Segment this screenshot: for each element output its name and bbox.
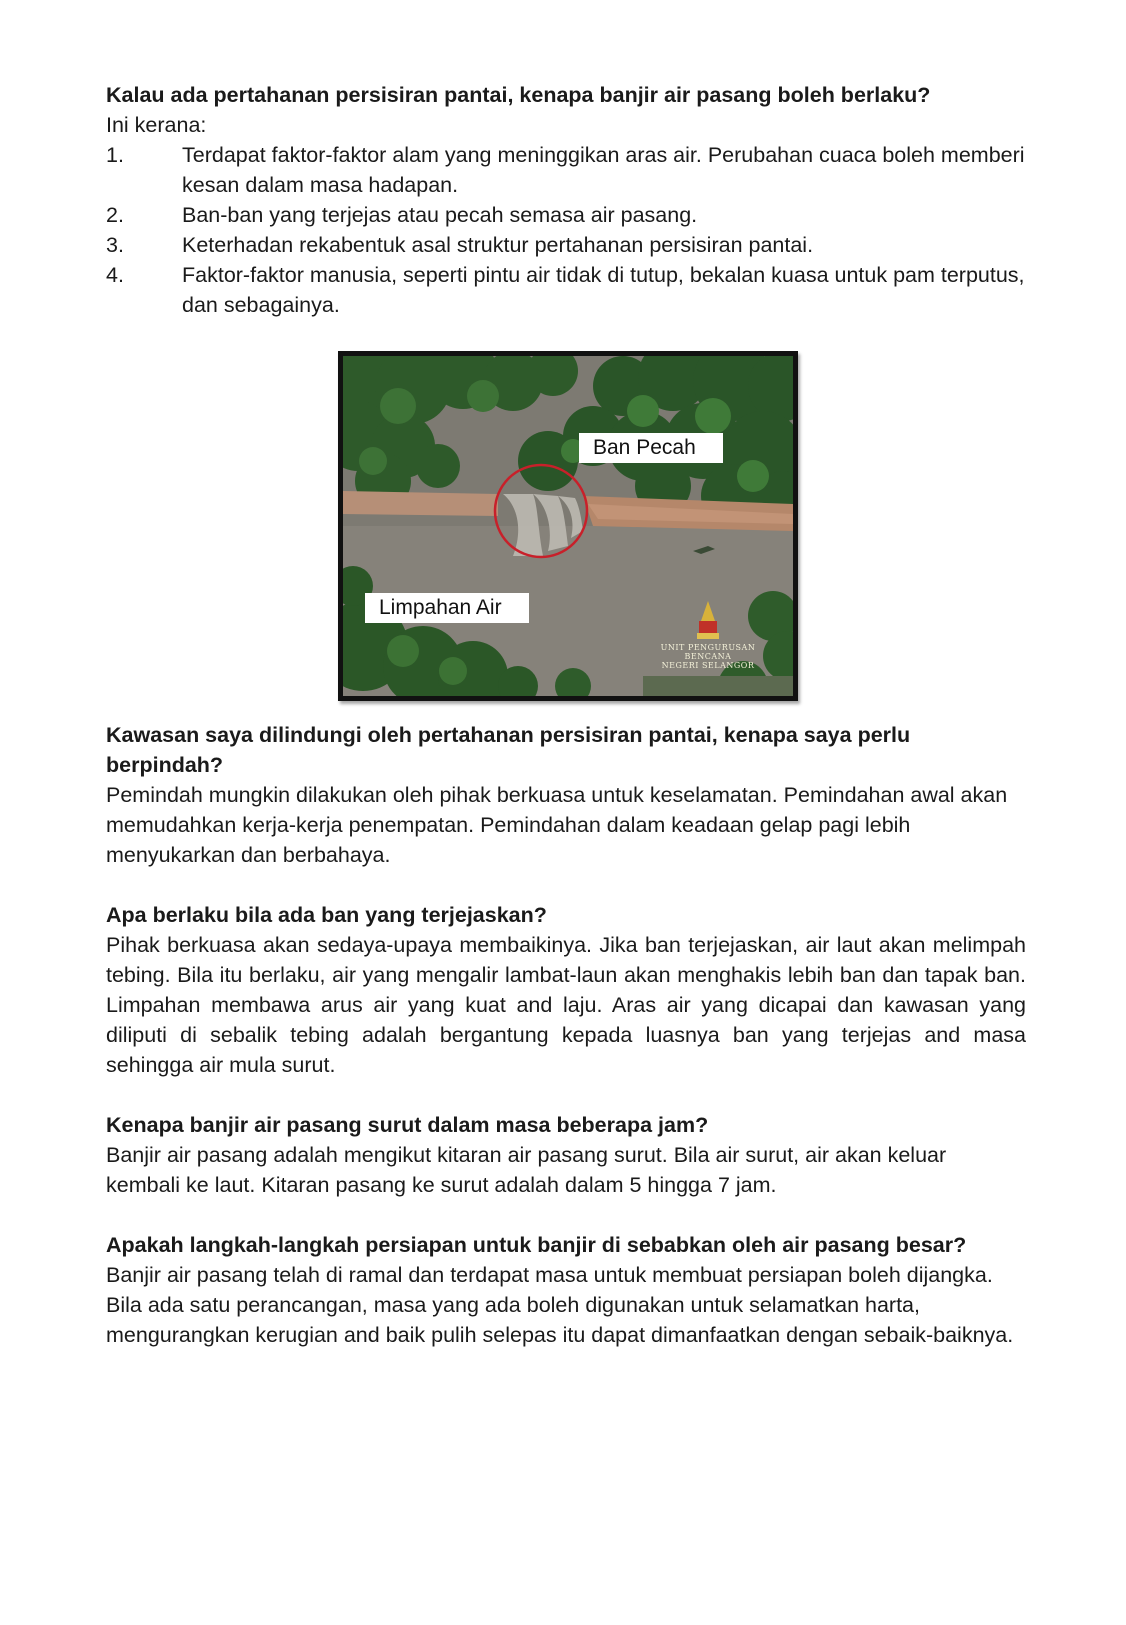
label-breach: Ban Pecah [579,433,723,463]
list-item [106,260,1026,320]
list-item [106,230,1026,260]
list-number: 4. [106,263,124,287]
list-number: 1. [106,143,124,167]
section-q1 [106,80,1026,320]
question-title-4: Kenapa banjir air pasang surut dalam masa beberapa jam? [106,1113,709,1137]
label-overflow: Limpahan Air [365,593,529,623]
list-text: Ban-ban yang terjejas atau pecah semasa air pasang. [182,203,698,227]
agency-logo-text [643,643,773,670]
list-text: Keterhadan rekabentuk asal struktur pertahanan persisiran pantai. [182,233,814,257]
question-title-2: Kawasan saya dilindungi oleh pertahanan persisiran pantai, kenapa saya perlu berpindah? [106,723,911,777]
question-intro-1: Ini kerana: [106,113,207,137]
question-title-3: Apa berlaku bila ada ban yang terjejaskan? [106,903,547,927]
list-item [106,140,1026,200]
embankment-left [343,491,498,516]
answer-2: Pemindah mungkin dilakukan oleh pihak berkuasa untuk keselamatan. Pemindahan awal akan memudahkan kerja-kerja penempatan. Pemindahan dalam keadaan gelap pagi lebih menyukarkan dan berbahaya. [106,783,1008,867]
reasons-list [106,140,1026,320]
list-item [106,200,1026,230]
list-text: Terdapat faktor-faktor alam yang meninggikan aras air. Perubahan cuaca boleh memberi kesan dalam masa hadapan. [182,143,1025,197]
answer-3: Pihak berkuasa akan sedaya-upaya membaikinya. Jika ban terjejaskan, air laut akan melimpah tebing. Bila itu berlaku, air yang mengalir lambat-laun akan menghakis lebih ban dan tapak ban. Limpahan membawa arus air yang kuat and laju. Aras air yang dicapai dan kawasan yang diliputi di sebalik tebing adalah bergantung kepada luasnya ban yang terjejas and masa sehingga air mula surut. [106,933,1026,1077]
answer-4: Banjir air pasang adalah mengikut kitaran air pasang surut. Bila air surut, air akan keluar kembali ke laut. Kitaran pasang ke surut adalah dalam 5 hingga 7 jam. [106,1143,947,1197]
answer-5: Banjir air pasang telah di ramal dan terdapat masa untuk membuat persiapan boleh dijangka. Bila ada satu perancangan, masa yang ada boleh digunakan untuk selamatkan harta, mengurangkan kerugian and baik pulih selepas itu dapat dimanfaatkan dengan sebaik-baiknya. [106,1263,1014,1347]
aerial-photo-figure [338,351,798,701]
list-text: Faktor-faktor manusia, seperti pintu air tidak di tutup, bekalan kuasa untuk pam terputus, dan sebagainya. [182,263,1025,317]
question-title-5: Apakah langkah-langkah persiapan untuk banjir di sebabkan oleh air pasang besar? [106,1233,967,1257]
logo-line-2: NEGERI SELANGOR [661,661,755,670]
section-faq [106,720,1026,1350]
question-title-1: Kalau ada pertahanan persisiran pantai, kenapa banjir air pasang boleh berlaku? [106,83,931,107]
list-number: 3. [106,233,124,257]
list-number: 2. [106,203,124,227]
logo-line-1: UNIT PENGURUSAN BENCANA [660,643,756,661]
